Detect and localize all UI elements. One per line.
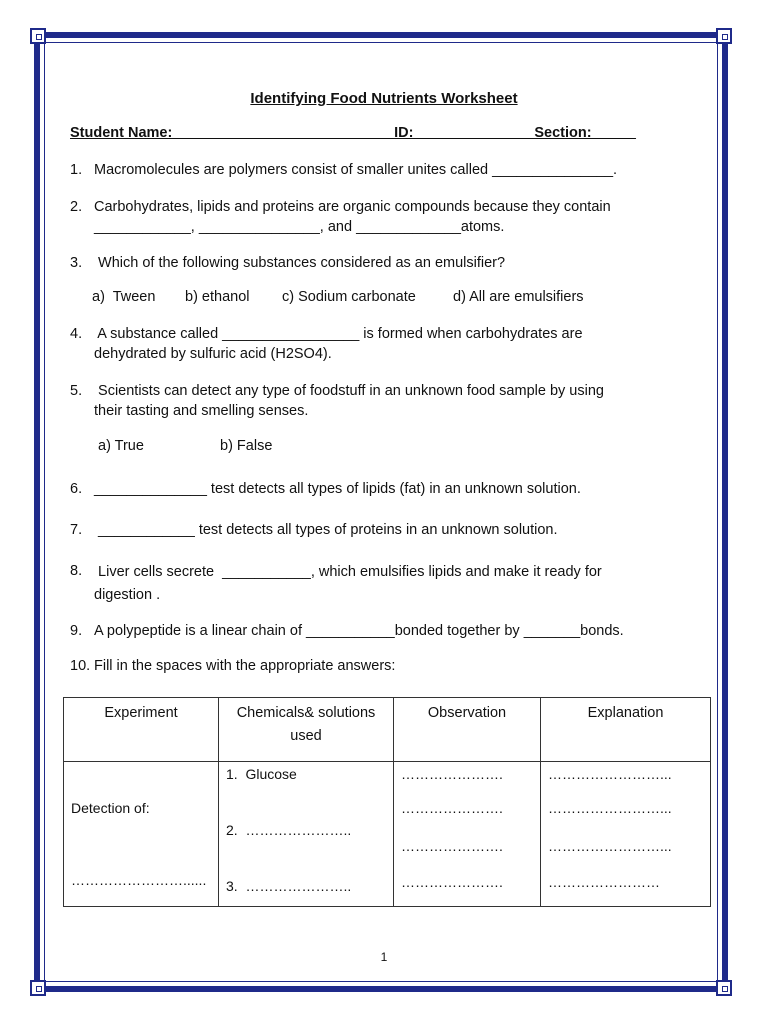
explanation-blank[interactable]: …………………… [548,874,660,890]
question-number: 10. [70,658,91,674]
question-number: 7. [70,522,83,538]
question-7 [70,520,720,540]
question-text: Macromolecules are polymers consist of smaller unites called _______________. [94,162,618,178]
chemical-item[interactable]: 2. ………………….. [226,822,352,838]
question-text: Which of the following substances considered as an emulsifier? [94,255,506,271]
border-corner-ornament [716,28,732,44]
question-4 [70,324,720,364]
question-5 [70,381,720,421]
observation-blank[interactable]: …………………. [401,838,503,854]
question-9 [70,621,720,641]
question-number: 5. [70,383,83,399]
border-corner-ornament [716,980,732,996]
question-number: 4. [70,326,83,342]
worksheet-title: Identifying Food Nutrients Worksheet [250,90,518,107]
question-8 [70,561,720,607]
question-number: 6. [70,481,83,497]
question-number: 8. [70,563,83,579]
question-text: A polypeptide is a linear chain of ___________bonded together by _______bonds. [94,623,624,639]
header-chemicals: Chemicals& solutions used [219,698,394,762]
question-text: ______________ test detects all types of lipids (fat) in an unknown solution. [94,481,581,497]
chemical-item[interactable]: 3. ………………….. [226,878,352,894]
detection-blank[interactable]: ……………………...... [71,872,207,888]
header-explanation: Explanation [541,698,711,762]
experiment-cell [64,762,219,907]
chemical-item: 1. Glucose [226,766,297,782]
question-number: 1. [70,162,83,178]
question-6 [70,479,720,499]
question-number: 3. [70,255,83,271]
q5-option-a: a) True [98,438,144,454]
border-corner-ornament [30,28,46,44]
border-corner-ornament [30,980,46,996]
question-10 [70,656,720,676]
question-1 [70,160,720,180]
question-number: 9. [70,623,83,639]
observation-blank[interactable]: …………………. [401,800,503,816]
detection-label: Detection of: [71,800,150,816]
question-number: 2. [70,199,83,215]
explanation-blank[interactable]: ……………………... [548,766,672,782]
table-header-row [64,698,711,762]
question-text: Liver cells secrete ___________, which emulsifies lipids and make it ready for digestion . [94,564,602,603]
observation-blank[interactable]: …………………. [401,874,503,890]
chemicals-cell [219,762,394,907]
student-info-line [70,125,700,141]
question-3 [70,253,720,273]
observation-cell [394,762,541,907]
explanation-blank[interactable]: ……………………... [548,800,672,816]
q5-option-b: b) False [220,438,273,454]
explanation-blank[interactable]: ……………………... [548,838,672,854]
question-text: ____________ test detects all types of proteins in an unknown solution. [94,522,558,538]
question-text: Carbohydrates, lipids and proteins are organic compounds because they contain ____________, _______________, and _____________atoms. [94,199,611,235]
table-row [64,762,711,907]
question-text: Scientists can detect any type of foodstuff in an unknown food sample by using their tasting and smelling senses. [94,383,604,419]
q3-option-d: d) All are emulsifiers [453,289,584,305]
question-2 [70,197,720,237]
question-text: A substance called _________________ is formed when carbohydrates are dehydrated by sulfuric acid (H2SO4). [94,326,583,362]
experiment-table [63,697,711,907]
observation-blank[interactable]: …………………. [401,766,503,782]
q3-option-b: b) ethanol [185,289,250,305]
explanation-cell [541,762,711,907]
question-text: Fill in the spaces with the appropriate answers: [94,658,396,674]
header-observation: Observation [394,698,541,762]
q3-option-a: a) Tween [92,289,156,305]
header-experiment: Experiment [64,698,219,762]
q3-option-c: c) Sodium carbonate [282,289,416,305]
student-info-text: Student Name:___________________________ ID: ______________ Section: _____ [70,125,636,141]
page-number: 1 [380,950,388,964]
